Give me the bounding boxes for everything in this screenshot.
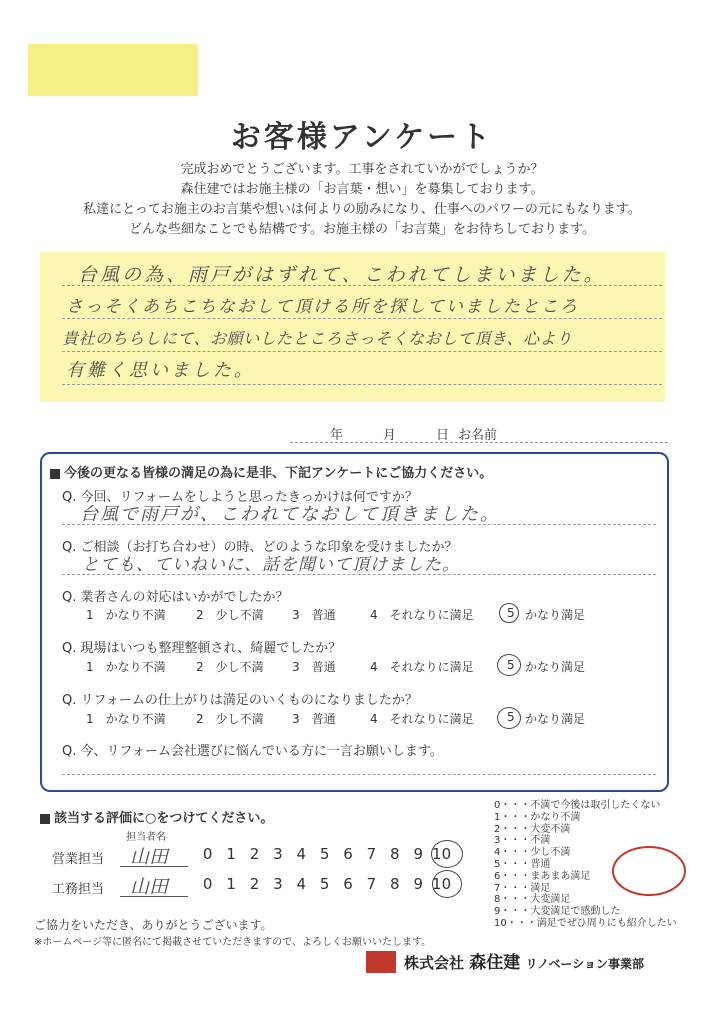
intro-line: 完成おめでとうございます。工事をされていかがでしょうか？ <box>180 162 544 177</box>
staff-label: 担当者名 <box>126 832 166 843</box>
page-title: お客様アンケート <box>230 120 494 155</box>
square-bullet-icon <box>50 469 60 479</box>
option-4[interactable]: 4 それなりに満足 <box>370 660 474 674</box>
selected-circle <box>497 654 521 676</box>
q3-scale <box>0 606 724 624</box>
rating-digit[interactable]: 2 <box>249 875 260 893</box>
q4-question: Q. 現場はいつも整理整頓され、綺麗でしたか？ <box>62 641 342 656</box>
rating-digit[interactable]: 6 <box>343 845 353 863</box>
survey-heading-text: 今後の更なる皆様の満足の為に是非、下記アンケートにご協力ください。 <box>64 466 493 481</box>
rating-digit[interactable]: 4 <box>296 845 307 863</box>
rating-digit[interactable]: 10 <box>432 845 452 863</box>
q3-question: Q. 業者さんの対応はいかがでしたか？ <box>62 590 289 605</box>
thanks-text: ご協力をいただき、ありがとうございます。 <box>34 918 273 932</box>
intro-text <box>0 160 724 240</box>
option-5[interactable]: かなり満足 <box>525 608 586 622</box>
option-4[interactable]: 4 それなりに満足 <box>370 712 474 726</box>
construction-rating-scale <box>196 875 453 893</box>
selected-circle <box>499 603 519 623</box>
intro-line: どんな些細なことでも結構です。お施主様の「お言葉」をお待ちしております。 <box>129 222 595 237</box>
legend-item: 10・・・満足でぜひ周りにも紹介したい <box>494 917 677 929</box>
legend-item: 6・・・まあまあ満足 <box>494 870 591 882</box>
underline <box>120 896 188 897</box>
legend-item: 4・・・少し不満 <box>494 847 571 859</box>
rating-digit[interactable]: 0 <box>202 845 213 863</box>
survey-heading <box>50 462 492 481</box>
selected-circle <box>432 870 462 898</box>
option-2[interactable]: 2 少し不満 <box>196 608 264 622</box>
option-4[interactable]: 4 それなりに満足 <box>370 608 474 622</box>
legend-item: 1・・・かなり不満 <box>494 811 581 823</box>
rating-digit[interactable]: 10 <box>432 875 452 893</box>
q6-question: Q. 今、リフォーム会社選びに悩んでいる方に一言お願いします。 <box>62 744 443 759</box>
option-5-number[interactable]: 5 <box>507 658 515 672</box>
option-2[interactable]: 2 少し不満 <box>196 660 264 674</box>
ruled-line <box>62 524 656 525</box>
q4-scale <box>0 658 724 676</box>
sales-label: 営業担当 <box>52 852 105 867</box>
ruled-line <box>62 384 662 385</box>
legend-item: 9・・・大変満足で感動した <box>494 906 621 918</box>
rating-digit[interactable]: 1 <box>226 875 236 893</box>
rating-digit[interactable]: 8 <box>390 845 400 863</box>
legend-item: 5・・・普通 <box>494 858 551 870</box>
legend-item: 2・・・大変不満 <box>494 823 571 835</box>
company-division: リノベーション事業部 <box>525 957 645 971</box>
option-5-number[interactable]: 5 <box>507 606 515 620</box>
legend-item: 7・・・満足 <box>494 882 551 894</box>
option-1[interactable]: 1 かなり不満 <box>86 608 166 622</box>
message-line: さっそくあちこちなおして頂ける所を探していましたところ <box>66 297 579 317</box>
sticky-note <box>28 44 198 96</box>
company-main-name: 森住建 <box>469 953 521 973</box>
rating-digit[interactable]: 2 <box>249 845 260 863</box>
ruled-line <box>62 774 656 775</box>
company-prefix: 株式会社 <box>404 954 465 972</box>
selected-circle <box>497 707 521 729</box>
intro-line: 森住建ではお施主様の「お言葉・想い」を募集しております。 <box>180 182 544 197</box>
underline <box>120 866 188 867</box>
company-logo-icon <box>366 951 396 973</box>
date-name-row <box>290 424 668 443</box>
rating-digit[interactable]: 7 <box>366 845 377 863</box>
q5-scale <box>0 710 724 728</box>
option-5-number[interactable]: 5 <box>507 710 515 724</box>
rating-digit[interactable]: 3 <box>273 845 283 863</box>
option-1[interactable]: 1 かなり不満 <box>86 712 166 726</box>
rating-digit[interactable]: 3 <box>273 875 283 893</box>
month-label: 月 <box>383 428 397 443</box>
q2-question: Q. ご相談（お打ち合わせ）の時、どのような印象を受けましたか？ <box>62 540 458 555</box>
option-3[interactable]: 3 普通 <box>292 608 336 622</box>
option-1[interactable]: 1 かなり不満 <box>86 660 166 674</box>
option-2[interactable]: 2 少し不満 <box>196 712 264 726</box>
company-name <box>404 948 644 973</box>
q1-answer: 台風で雨戸が、こわれてなおして頂きました。 <box>80 504 500 525</box>
message-line: 台風の為、雨戸がはずれて、こわれてしまいました。 <box>78 264 606 286</box>
day-label: 日 <box>436 428 450 443</box>
rating-digit[interactable]: 9 <box>413 845 423 863</box>
name-label: お名前 <box>458 428 498 443</box>
q5-question: Q. リフォームの仕上がりは満足のいくものになりましたか？ <box>62 693 418 708</box>
square-bullet-icon <box>40 814 50 824</box>
option-5[interactable]: かなり満足 <box>525 712 586 726</box>
rating-digit[interactable]: 1 <box>226 845 236 863</box>
option-5[interactable]: かなり満足 <box>525 660 586 674</box>
rating-digit[interactable]: 8 <box>390 875 400 893</box>
red-stamp-mark <box>612 846 686 896</box>
rating-digit[interactable]: 6 <box>343 875 353 893</box>
legend-item: 3・・・不満 <box>494 835 551 847</box>
ruled-line <box>62 351 662 352</box>
intro-line: 私達にとってお施主のお言葉や想いは何よりの励みになり、仕事へのパワーの元にもなります。 <box>83 202 641 217</box>
evaluation-heading <box>40 807 273 826</box>
ruled-line <box>62 318 662 319</box>
message-line: 貴社のちらしにて、お願いしたところさっそくなおして頂き、心より <box>62 329 573 348</box>
q2-answer: とても、ていねいに、話を聞いて頂けました。 <box>82 555 460 575</box>
legend-item: 0・・・不満で今後は取引したくない <box>494 800 661 811</box>
rating-digit[interactable]: 9 <box>413 875 423 893</box>
construction-staff-name: 山田 <box>130 876 169 898</box>
evaluation-heading-text: 該当する評価に○をつけてください。 <box>54 811 274 826</box>
sales-staff-name: 山田 <box>130 846 169 868</box>
option-3[interactable]: 3 普通 <box>292 660 336 674</box>
selected-circle <box>431 840 463 868</box>
option-3[interactable]: 3 普通 <box>292 712 336 726</box>
rating-digit[interactable]: 5 <box>319 875 330 893</box>
rating-digit[interactable]: 0 <box>202 875 213 893</box>
rating-digit[interactable]: 7 <box>366 875 377 893</box>
q1-question: Q. 今回、リフォームをしようと思ったきっかけは何ですか？ <box>62 490 418 505</box>
rating-digit[interactable]: 4 <box>296 875 307 893</box>
note-text: ※ホームページ等に匿名にて掲載させていただきますので、よろしくお願いいたします。 <box>34 937 432 948</box>
ruled-line <box>62 574 656 575</box>
legend-item: 8・・・大変満足 <box>494 894 571 906</box>
year-label: 年 <box>330 428 344 443</box>
construction-label: 工務担当 <box>52 882 105 897</box>
sales-rating-scale <box>196 845 453 863</box>
rating-digit[interactable]: 5 <box>319 845 330 863</box>
message-line: 有難く思いました。 <box>66 360 255 381</box>
